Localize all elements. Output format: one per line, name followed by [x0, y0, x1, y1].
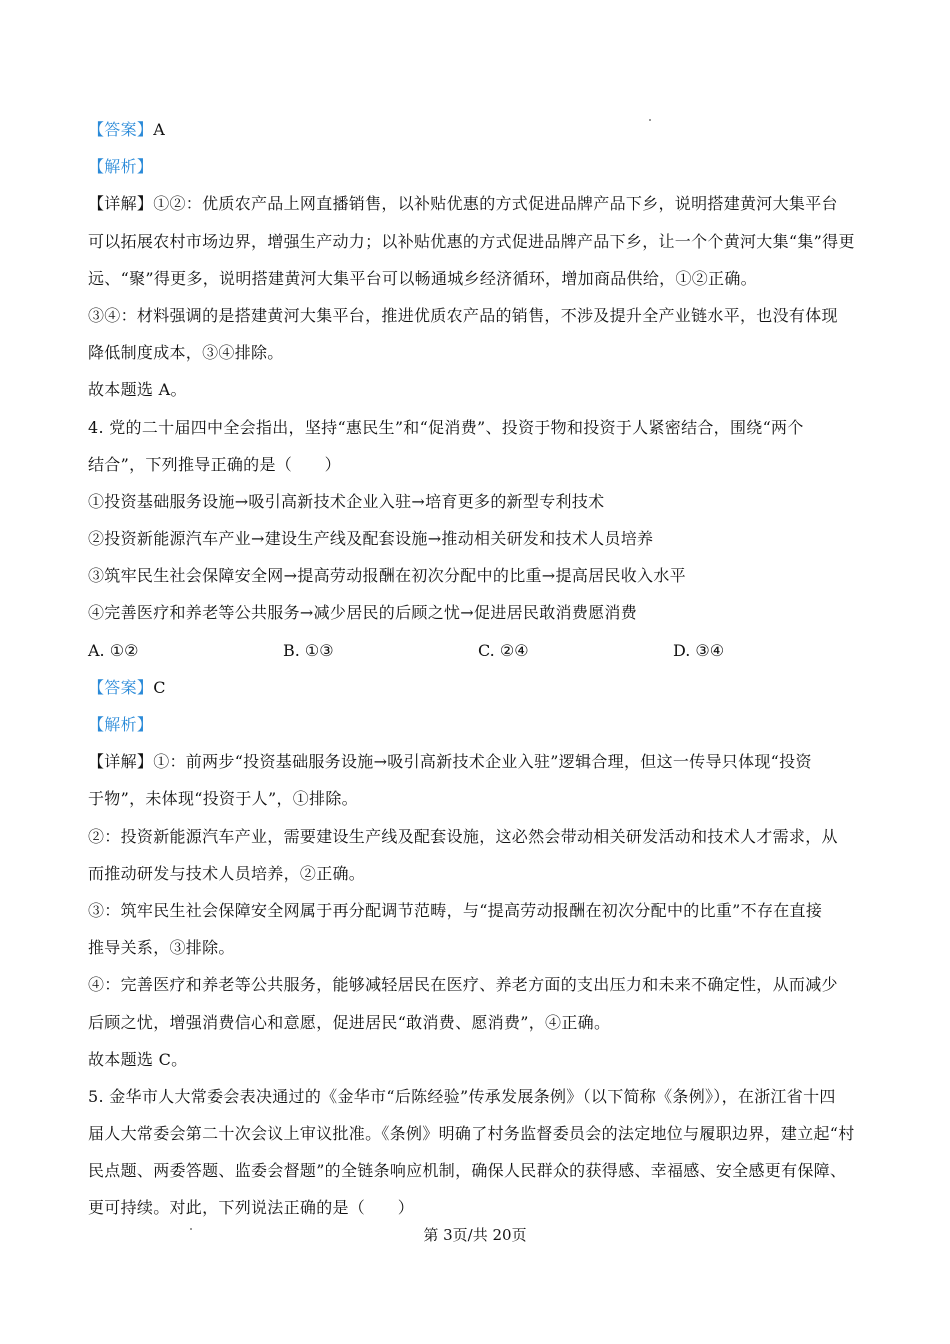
detail-tag: 【详解】: [88, 752, 154, 772]
answer-tag: 【答案】: [88, 120, 154, 139]
q4-options: [88, 632, 868, 669]
q5-stem-line: 5. 金华市人大常委会表决通过的《金华市“后陈经验”传承发展条例》（以下简称《条例》），在浙江省十四: [88, 1086, 836, 1106]
q4-detail-line: 推导关系，③排除。: [88, 938, 235, 958]
q4-item: ④完善医疗和养老等公共服务→减少居民的后顾之忧→促进居民敢消费愿消费: [88, 603, 638, 623]
q4-detail-line: 后顾之忧，增强消费信心和意愿，促进居民“敢消费、愿消费”，④正确。: [88, 1012, 611, 1032]
q4-detail-line: 而推动研发与技术人员培养，②正确。: [88, 863, 366, 883]
detail-tag: 【详解】: [88, 194, 154, 214]
q4-conclusion: 故本题选 C。: [88, 1049, 188, 1069]
q4-detail-line: 于物”，未体现“投资于人”，①排除。: [88, 789, 358, 809]
page-number: 第 3页/共 20页: [423, 1226, 527, 1244]
q4-detail-line: ②：投资新能源汽车产业，需要建设生产线及配套设施，这必然会带动相关研发活动和技术人才需求，从: [88, 826, 838, 846]
q3-detail-line: 可以拓展农村市场边界，增强生产动力；以补贴优惠的方式促进品牌产品下乡，让一个个黄河大集“集”得更: [88, 231, 855, 251]
analysis-tag: 【解析】: [88, 157, 154, 177]
analysis-tag: 【解析】: [88, 715, 154, 734]
q5-stem-line: 更可持续。对此，下列说法正确的是（ ）: [88, 1198, 415, 1218]
q4-item: ①投资基础服务设施→吸引高新技术企业入驻→培育更多的新型专利技术: [88, 491, 605, 511]
q4-detail-line: ③：筑牢民生社会保障安全网属于再分配调节范畴，与“提高劳动报酬在初次分配中的比重”不存在直接: [88, 900, 823, 920]
q3-conclusion: 故本题选 A。: [88, 380, 187, 400]
q3-analysis-heading: [88, 148, 868, 185]
detail-text: ①：前两步“投资基础服务设施→吸引高新技术企业入驻”逻辑合理，但这一传导只体现“投资: [153, 752, 812, 772]
q4-stem-line: 4. 党的二十届四中全会指出，坚持“惠民生”和“促消费”、投资于物和投资于人紧密结合，围绕“两个: [88, 417, 804, 437]
q4-stem-line: 结合”，下列推导正确的是（ ）: [88, 454, 341, 474]
q3-detail-line: 降低制度成本，③④排除。: [88, 343, 284, 363]
q3-detail-line: 远、“聚”得更多，说明搭建黄河大集平台可以畅通城乡经济循环，增加商品供给，①②正确。: [88, 268, 757, 288]
option-c: C. ②④: [478, 640, 529, 660]
q5-stem-line: 届人大常委会第二十次会议上审议批准。《条例》明确了村务监督委员会的法定地位与履职边界，建立起“村: [88, 1124, 855, 1144]
option-a: A. ①②: [88, 640, 139, 660]
q4-item: ③筑牢民生社会保障安全网→提高劳动报酬在初次分配中的比重→提高居民收入水平: [88, 566, 686, 586]
answer-value: A: [153, 120, 166, 139]
q3-detail-line: [88, 185, 868, 222]
q3-detail-line: ③④：材料强调的是搭建黄河大集平台，推进优质农产品的销售，不涉及提升全产业链水平，也没有体现: [88, 305, 838, 325]
answer-tag: 【答案】: [88, 677, 154, 697]
q4-detail-line: [88, 743, 868, 780]
answer-value: C: [153, 677, 166, 697]
option-b: B. ①③: [283, 640, 334, 660]
option-d: D. ③④: [673, 640, 725, 660]
q4-analysis-heading: [88, 706, 868, 743]
q4-answer: [88, 669, 868, 706]
detail-text: ①②：优质农产品上网直播销售，以补贴优惠的方式促进品牌产品下乡，说明搭建黄河大集平台: [153, 194, 838, 214]
q3-answer: [88, 111, 868, 148]
q4-detail-line: ④：完善医疗和养老等公共服务，能够减轻居民在医疗、养老方面的支出压力和未来不确定性，从而减少: [88, 975, 838, 995]
q4-item: ②投资新能源汽车产业→建设生产线及配套设施→推动相关研发和技术人员培养: [88, 529, 654, 549]
page-content: [88, 111, 868, 1227]
q5-stem-line: 民点题、两委答题、监委会督题”的全链条响应机制，确保人民群众的获得感、幸福感、安全感更有保障、: [88, 1161, 847, 1181]
